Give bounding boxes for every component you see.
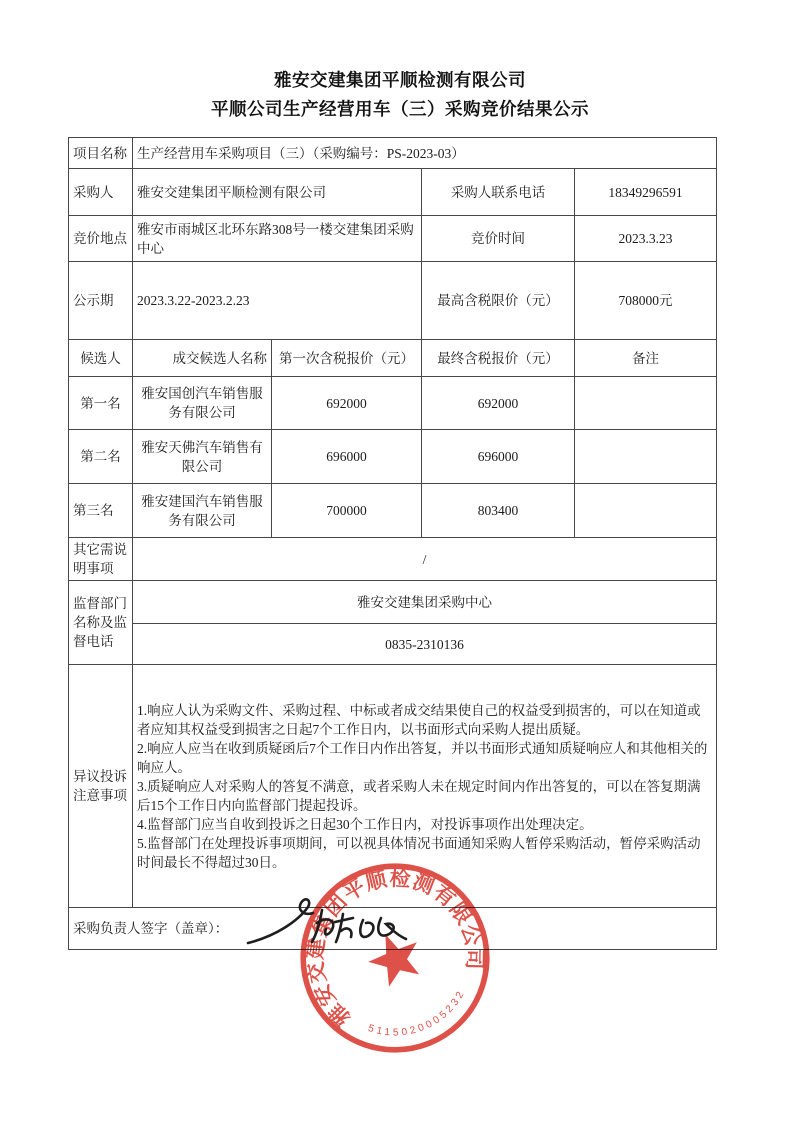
- candidate-3-first-offer: 700000: [272, 484, 422, 538]
- row-other-notes: [69, 538, 717, 581]
- other-notes-value: /: [133, 538, 717, 581]
- rank-2: 第二名: [69, 430, 133, 484]
- candidate-1-remark: [575, 377, 717, 430]
- header-candidate-name: 成交候选人名称: [133, 340, 272, 377]
- header-remark: 备注: [575, 340, 717, 377]
- objection-label: 异议投诉注意事项: [69, 665, 133, 908]
- seal-number-text: 5115020005232: [366, 987, 468, 1039]
- venue-value: 雅安市雨城区北环东路308号一楼交建集团采购中心: [133, 216, 422, 262]
- candidate-2-first-offer: 696000: [272, 430, 422, 484]
- row-buyer: [69, 169, 717, 216]
- row-supervision-dept: [69, 581, 717, 624]
- venue-label: 竞价地点: [69, 216, 133, 262]
- row-publicity: [69, 262, 717, 340]
- publicity-value: 2023.3.22-2023.2.23: [133, 262, 422, 340]
- candidate-2-name: 雅安天佛汽车销售有限公司: [133, 430, 272, 484]
- objection-item-5: 5.监督部门在处理投诉事项期间，可以视具体情况书面通知采购人暂停采购活动，暂停采购活动时间最长不得超过30日。: [137, 835, 701, 870]
- bidding-time-label: 竞价时间: [422, 216, 575, 262]
- signature-label: 采购负责人签字（盖章）：: [69, 908, 717, 950]
- supervision-phone: 0835-2310136: [133, 624, 717, 665]
- header-final-offer: 最终含税报价（元）: [422, 340, 575, 377]
- seal-group: [293, 853, 497, 1063]
- rank-1: 第一名: [69, 377, 133, 430]
- title-line-2: 平顺公司生产经营用车（三）采购竞价结果公示: [211, 99, 589, 119]
- company-seal: [293, 853, 497, 1063]
- row-project: [69, 138, 717, 169]
- candidate-2-final-offer: 696000: [422, 430, 575, 484]
- buyer-value: 雅安交建集团平顺检测有限公司: [133, 169, 422, 216]
- row-supervision-phone: [69, 624, 717, 665]
- max-price-value: 708000元: [575, 262, 717, 340]
- candidate-3-final-offer: 803400: [422, 484, 575, 538]
- supervision-label: 监督部门名称及监督电话: [69, 581, 133, 665]
- seal-company-text: 雅安交建集团平顺检测有限公司: [302, 866, 487, 1031]
- publicity-label: 公示期: [69, 262, 133, 340]
- row-venue: [69, 216, 717, 262]
- result-table: [68, 137, 717, 950]
- supervision-dept: 雅安交建集团采购中心: [133, 581, 717, 624]
- header-candidate: 候选人: [69, 340, 133, 377]
- candidate-2-remark: [575, 430, 717, 484]
- candidate-3-name: 雅安建国汽车销售服务有限公司: [133, 484, 272, 538]
- max-price-label: 最高含税限价（元）: [422, 262, 575, 340]
- buyer-phone-value: 18349296591: [575, 169, 717, 216]
- title-line-1: 雅安交建集团平顺检测有限公司: [274, 70, 526, 90]
- project-label: 项目名称: [69, 138, 133, 169]
- objection-item-3: 3.质疑响应人对采购人的答复不满意，或者采购人未在规定时间内作出答复的，可以在答复期满后15个工作日内向监督部门提起投诉。: [137, 778, 701, 813]
- candidate-row-1: [69, 377, 717, 430]
- objection-item-4: 4.监督部门应当自收到投诉之日起30个工作日内，对投诉事项作出处理决定。: [137, 816, 593, 832]
- candidate-3-remark: [575, 484, 717, 538]
- objection-item-1: 1.响应人认为采购文件、采购过程、中标或者成交结果使自己的权益受到损害的，可以在知道或者应知其权益受到损害之日起7个工作日内，以书面形式向采购人提出质疑。: [137, 702, 701, 737]
- buyer-label: 采购人: [69, 169, 133, 216]
- objection-item-2: 2.响应人应当在收到质疑函后7个工作日内作出答复，并以书面形式通知质疑响应人和其他相关的响应人。: [137, 740, 708, 775]
- other-notes-label: 其它需说明事项: [69, 538, 133, 581]
- project-value: 生产经营用车采购项目（三）（采购编号：PS-2023-03）: [133, 138, 717, 169]
- candidate-1-first-offer: 692000: [272, 377, 422, 430]
- candidate-row-3: [69, 484, 717, 538]
- document-title: [0, 66, 800, 124]
- candidate-1-name: 雅安国创汽车销售服务有限公司: [133, 377, 272, 430]
- bidding-time-value: 2023.3.23: [575, 216, 717, 262]
- svg-text:5115020005232: [363, 985, 475, 1053]
- candidate-row-2: [69, 430, 717, 484]
- candidates-header-row: [69, 340, 717, 377]
- buyer-phone-label: 采购人联系电话: [422, 169, 575, 216]
- rank-3: 第三名: [69, 484, 133, 538]
- handwritten-signature: [246, 893, 416, 953]
- candidate-1-final-offer: 692000: [422, 377, 575, 430]
- header-first-offer: 第一次含税报价（元）: [272, 340, 422, 377]
